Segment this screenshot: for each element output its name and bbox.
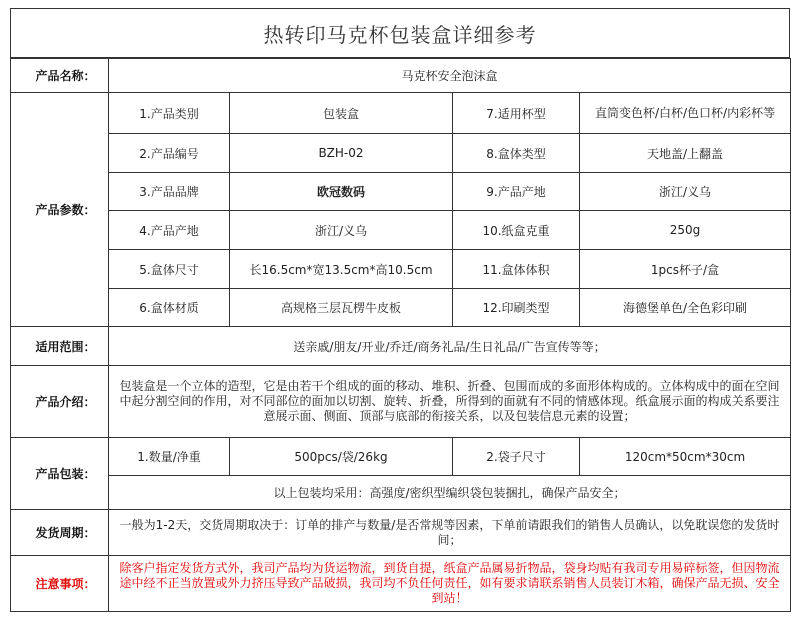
product-name-label: 产品名称： (11, 59, 109, 93)
param-value: 250g (580, 211, 791, 250)
param-key: 4.产品产地 (109, 211, 230, 250)
param-key: 12.印刷类型 (453, 289, 580, 327)
spec-table (10, 58, 791, 612)
param-row (11, 289, 791, 327)
product-name-row (11, 59, 791, 93)
param-row (11, 250, 791, 289)
param-row (11, 211, 791, 250)
notice-label: 注意事项： (11, 556, 109, 612)
param-key: 6.盒体材质 (109, 289, 230, 327)
param-row (11, 134, 791, 173)
packing-value: 500pcs/袋/26kg (230, 438, 453, 476)
param-value: 高规格三层瓦楞牛皮板 (230, 289, 453, 327)
param-key: 11.盒体体积 (453, 250, 580, 289)
scope-label: 适用范围： (11, 327, 109, 366)
packing-row (11, 438, 791, 476)
param-key: 10.纸盒克重 (453, 211, 580, 250)
delivery-row (11, 510, 791, 556)
param-value: 天地盖/上翻盖 (580, 134, 791, 173)
packing-note: 以上包装均采用：高强度/密织型编织袋包装捆扎，确保产品安全； (109, 476, 791, 510)
param-key: 8.盒体类型 (453, 134, 580, 173)
param-value: 欧冠数码 (230, 173, 453, 211)
intro-label: 产品介绍： (11, 366, 109, 438)
packing-key: 1.数量/净重 (109, 438, 230, 476)
param-value: 海德堡单色/全色彩印刷 (580, 289, 791, 327)
delivery-label: 发货周期： (11, 510, 109, 556)
packing-note-row (11, 476, 791, 510)
param-value: 1pcs杯子/盒 (580, 250, 791, 289)
param-value: 浙江/义乌 (580, 173, 791, 211)
intro-text: 包装盒是一个立体的造型，它是由若干个组成的面的移动、堆积、折叠、包围而成的多面形体构成的。立体构成中的面在空间中起分割空间的作用，对不同部位的面加以切割、旋转、折叠，所得到的面就有不同的情感体现。纸盒展示面的构成关系要注意展示面、侧面、顶部与底部的衔接关系，以及包装信息元素的设置； (109, 366, 791, 438)
param-key: 9.产品产地 (453, 173, 580, 211)
packing-value: 120cm*50cm*30cm (580, 438, 791, 476)
product-name-value: 马克杯安全泡沫盒 (109, 59, 791, 93)
notice-row (11, 556, 791, 612)
param-row (11, 173, 791, 211)
notice-text: 除客户指定发货方式外，我司产品均为货运物流，到货自提，纸盒产品属易折物品，袋身均贴有我司专用易碎标签，但因物流途中经不正当放置或外力挤压导致产品破损，我司均不负任何责任，如有要求请联系销售人员装订木箱，确保产品无损、安全到站！ (109, 556, 791, 612)
packing-label: 产品包装： (11, 438, 109, 510)
delivery-text: 一般为1-2天，交货周期取决于：订单的排产与数量/是否常规等因素，下单前请跟我们的销售人员确认，以免耽误您的发货时间； (109, 510, 791, 556)
param-row (11, 93, 791, 134)
scope-row (11, 327, 791, 366)
param-value: 包装盒 (230, 93, 453, 134)
sheet-title: 热转印马克杯包装盒详细参考 (10, 8, 790, 58)
param-value: BZH-02 (230, 134, 453, 173)
param-value: 直筒变色杯/白杯/色口杯/内彩杯等 (580, 93, 791, 134)
param-key: 7.适用杯型 (453, 93, 580, 134)
intro-row (11, 366, 791, 438)
param-value: 浙江/义乌 (230, 211, 453, 250)
param-key: 3.产品品牌 (109, 173, 230, 211)
scope-value: 送亲戚/朋友/开业/乔迁/商务礼品/生日礼品/广告宣传等等； (109, 327, 791, 366)
packing-key: 2.袋子尺寸 (453, 438, 580, 476)
param-key: 5.盒体尺寸 (109, 250, 230, 289)
param-key: 2.产品编号 (109, 134, 230, 173)
param-key: 1.产品类别 (109, 93, 230, 134)
param-value: 长16.5cm*宽13.5cm*高10.5cm (230, 250, 453, 289)
params-label: 产品参数： (11, 93, 109, 327)
